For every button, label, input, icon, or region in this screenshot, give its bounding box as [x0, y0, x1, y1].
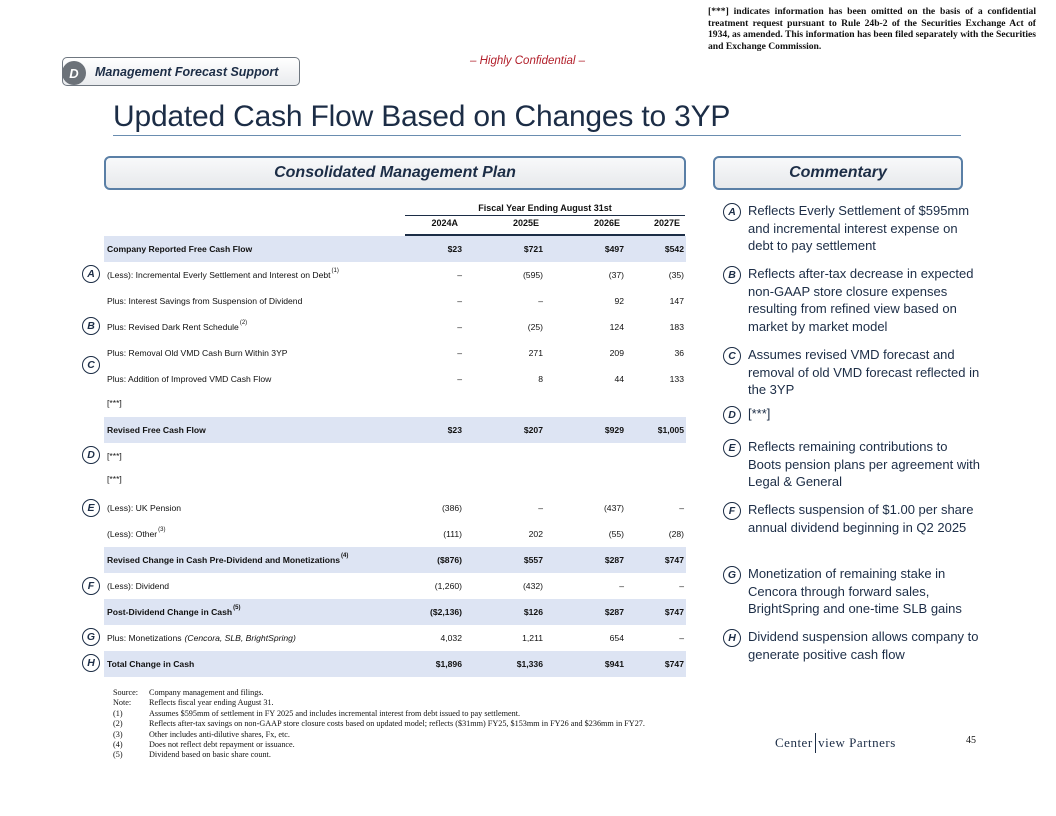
table-cell: (386) — [441, 503, 462, 513]
table-cell: $1,005 — [657, 425, 684, 435]
centerview-logo — [775, 733, 896, 753]
footnote-key: (1) — [113, 708, 123, 718]
row-label-text: Company Reported Free Cash Flow — [107, 244, 253, 254]
table-cell: $721 — [523, 244, 543, 254]
table-cell: $747 — [664, 555, 684, 565]
footnote-row — [113, 688, 645, 698]
footnote-key: (3) — [113, 729, 123, 739]
commentary-badge: G — [723, 566, 741, 584]
commentary-item: Assumes revised VMD forecast and removal of old VMD forecast reflected in the 3YP — [748, 347, 980, 397]
footnote-row — [113, 730, 645, 740]
footnote-ref: (4) — [341, 553, 349, 559]
table-cell: 44 — [614, 374, 624, 384]
table-cell: $1,896 — [435, 659, 462, 669]
table-cell: (28) — [668, 529, 684, 539]
table-row — [104, 288, 686, 314]
row-label — [107, 521, 166, 547]
table-cell: 36 — [674, 348, 684, 358]
commentary-panel-header: Commentary — [713, 156, 963, 190]
row-label-text: Plus: Monetizations — [107, 633, 182, 643]
table-cell: – — [457, 374, 462, 384]
row-label — [107, 366, 271, 392]
table-cell: (55) — [608, 529, 624, 539]
footnote-row — [113, 740, 645, 750]
row-label-text: Plus: Revised Dark Rent Schedule — [107, 322, 239, 332]
table-cell: $941 — [604, 659, 624, 669]
row-marker-badge: F — [82, 577, 100, 595]
table-cell: 654 — [609, 633, 624, 643]
footnote-row — [113, 698, 645, 708]
row-marker-badge: H — [82, 654, 100, 672]
logo-divider — [815, 733, 817, 753]
row-label-italic: (Cencora, SLB, BrightSpring) — [184, 633, 296, 643]
table-row — [104, 495, 686, 521]
table-cell: 147 — [669, 296, 684, 306]
table-cell: (595) — [522, 270, 543, 280]
table-cell: – — [457, 296, 462, 306]
footnote-text: Assumes $595mm of settlement in FY 2025 and includes incremental interest from debt issued to pay settlement. — [149, 708, 521, 718]
commentary-badge: C — [723, 347, 741, 365]
table-cell: 92 — [614, 296, 624, 306]
table-cell: – — [619, 581, 624, 591]
row-label-text: Plus: Removal Old VMD Cash Burn Within 3YP — [107, 348, 288, 358]
table-cell: $287 — [604, 555, 624, 565]
row-marker-badge: A — [82, 265, 100, 283]
table-cell: (432) — [522, 581, 543, 591]
table-cell: – — [538, 503, 543, 513]
table-cell: $126 — [523, 607, 543, 617]
row-label — [107, 314, 247, 340]
table-cell: – — [538, 296, 543, 306]
footnote-ref: (2) — [239, 320, 248, 326]
table-cell: (111) — [443, 529, 462, 539]
table-cell: 209 — [609, 348, 624, 358]
commentary-badge: D — [723, 406, 741, 424]
page-title: Updated Cash Flow Based on Changes to 3YP — [113, 100, 731, 133]
footnote-text: Other includes anti-dilutive shares, Fx, etc. — [149, 729, 290, 739]
table-cell — [620, 390, 684, 416]
footnote-text: Company management and filings. — [149, 688, 264, 697]
row-marker-badge: C — [82, 356, 100, 374]
section-tab-label: Management Forecast Support — [95, 64, 279, 79]
table-cell — [479, 466, 543, 492]
commentary-item: Reflects after-tax decrease in expected non-GAAP store closure expenses resulting from refined view based on market by market model — [748, 266, 974, 334]
footnote-key: Note: — [113, 698, 132, 708]
commentary-badge: F — [723, 502, 741, 520]
fiscal-year-header: Fiscal Year Ending August 31st — [478, 203, 612, 213]
footnote-key: (5) — [113, 750, 123, 760]
footnote-text: Dividend based on basic share count. — [149, 750, 271, 760]
row-label-text: Revised Change in Cash Pre-Dividend and Monetizations — [107, 555, 341, 565]
table-cell: (1,260) — [434, 581, 462, 591]
plan-panel-header: Consolidated Management Plan — [104, 156, 686, 190]
footnote-ref: (1) — [331, 268, 339, 274]
row-label — [107, 390, 122, 416]
table-cell: $497 — [604, 244, 624, 254]
row-label-text: [***] — [107, 398, 122, 408]
table-cell — [620, 466, 684, 492]
table-cell: – — [679, 581, 684, 591]
footnote-ref: (5) — [233, 605, 241, 611]
commentary-badge: E — [723, 439, 741, 457]
row-label-text: (Less): Incremental Everly Settlement and Interest on Debt — [107, 270, 331, 280]
table-row — [104, 625, 686, 651]
footnote-text: Does not reflect debt repayment or issuance. — [149, 740, 295, 750]
row-label — [107, 466, 122, 492]
row-label-text: [***] — [107, 451, 122, 461]
table-row — [104, 340, 686, 366]
table-cell — [398, 466, 462, 492]
commentary-item: Dividend suspension allows company to generate positive cash flow — [748, 629, 979, 662]
row-label — [107, 651, 194, 677]
row-label-text: (Less): UK Pension — [107, 503, 182, 513]
row-label — [107, 262, 339, 288]
table-cell — [560, 390, 624, 416]
table-cell — [479, 390, 543, 416]
row-marker-badge: B — [82, 317, 100, 335]
table-cell: 271 — [528, 348, 543, 358]
table-row — [104, 390, 686, 416]
confidentiality-label: – Highly Confidential – — [470, 55, 586, 67]
row-label-text: [***] — [107, 474, 122, 484]
table-cell: 124 — [609, 322, 624, 332]
commentary-item: Reflects remaining contributions to Boots pension plans per agreement with Legal & General — [748, 439, 980, 489]
table-cell: (37) — [608, 270, 624, 280]
footnote-key: (4) — [113, 740, 123, 750]
logo-text-right: view Partners — [818, 735, 896, 750]
table-row — [104, 547, 686, 573]
table-cell: $1,336 — [516, 659, 543, 669]
commentary-item: Monetization of remaining stake in Cencora through forward sales, BrightSpring and one-time SLB gains — [748, 566, 962, 616]
table-cell: $23 — [447, 425, 462, 435]
table-cell: (25) — [527, 322, 543, 332]
row-label — [107, 340, 288, 366]
logo-text-left: Center — [775, 735, 813, 750]
row-label — [107, 599, 240, 625]
table-row — [104, 314, 686, 340]
table-row — [104, 366, 686, 392]
commentary-badge: H — [723, 629, 741, 647]
table-cell: 8 — [538, 374, 543, 384]
row-label — [107, 495, 181, 521]
row-label-text: Post-Dividend Change in Cash — [107, 607, 233, 617]
section-tab — [62, 57, 300, 86]
footnote-row — [113, 750, 645, 760]
page-number: 45 — [966, 735, 976, 746]
table-cell: – — [679, 633, 684, 643]
commentary-item: Reflects suspension of $1.00 per share annual dividend beginning in Q2 2025 — [748, 502, 974, 535]
column-header: 2027E — [653, 218, 680, 228]
footnotes — [113, 688, 645, 761]
table-row — [104, 599, 686, 625]
table-row — [104, 466, 686, 492]
row-marker-badge: E — [82, 499, 100, 517]
table-cell: – — [457, 322, 462, 332]
column-header: 2025E — [512, 218, 539, 228]
table-row — [104, 236, 686, 262]
table-row — [104, 573, 686, 599]
table-cell: 1,211 — [522, 633, 543, 643]
table-row — [104, 651, 686, 677]
table-row — [104, 262, 686, 288]
commentary-item: [***] — [748, 406, 771, 421]
row-label-text: Plus: Addition of Improved VMD Cash Flow — [107, 374, 272, 384]
table-cell: 202 — [528, 529, 543, 539]
footnote-ref: (3) — [158, 527, 166, 533]
row-label — [107, 625, 296, 651]
row-label — [107, 288, 302, 314]
table-row — [104, 521, 686, 547]
footnote-key: Source: — [113, 688, 139, 697]
row-marker-badge: G — [82, 628, 100, 646]
row-label-text: Total Change in Cash — [107, 659, 195, 669]
confidential-treatment-disclaimer: [***] indicates information has been omitted on the basis of a confidential treatment request pursuant to Rule 24b-2 of the Securities Exchange Act of 1934, as amended. This information has been filed separately with the Securities and Exchange Commission. — [708, 6, 1036, 52]
row-label — [107, 547, 348, 573]
commentary-item: Reflects Everly Settlement of $595mm and incremental interest expense on debt to pay settlement — [748, 203, 970, 253]
row-label-text: (Less): Dividend — [107, 581, 170, 591]
commentary-badge: A — [723, 203, 741, 221]
table-cell: $207 — [523, 425, 543, 435]
table-cell: ($876) — [437, 555, 462, 565]
footnote-row — [113, 709, 645, 719]
table-cell: – — [457, 270, 462, 280]
table-cell: (437) — [603, 503, 624, 513]
footnote-text: Reflects after-tax savings on non-GAAP store closure costs based on updated model; reflects ($31mm) FY25, $153mm in FY26 and $236mm in FY27. — [149, 719, 645, 729]
row-label-text: Revised Free Cash Flow — [107, 425, 206, 435]
table-cell: $23 — [447, 244, 462, 254]
row-label-text: Plus: Interest Savings from Suspension of Dividend — [107, 296, 303, 306]
footnote-key: (2) — [113, 719, 123, 729]
section-letter-badge: D — [62, 61, 86, 85]
row-label — [107, 417, 206, 443]
table-cell: $287 — [604, 607, 624, 617]
table-cell: $542 — [664, 244, 684, 254]
column-header: 2024A — [431, 218, 458, 228]
row-marker-badge: D — [82, 446, 100, 464]
table-cell: (35) — [668, 270, 684, 280]
table-cell: 183 — [669, 322, 684, 332]
row-label-text: (Less): Other — [107, 529, 158, 539]
table-cell: $747 — [664, 659, 684, 669]
fiscal-year-rule — [405, 215, 685, 216]
table-cell: – — [679, 503, 684, 513]
table-cell: – — [457, 348, 462, 358]
table-row — [104, 417, 686, 443]
row-label — [107, 236, 252, 262]
table-cell: $929 — [604, 425, 624, 435]
table-cell: ($2,136) — [429, 607, 462, 617]
table-cell: $747 — [664, 607, 684, 617]
row-label — [107, 573, 169, 599]
table-cell: 133 — [669, 374, 684, 384]
commentary-badge: B — [723, 266, 741, 284]
column-headers — [405, 218, 685, 235]
footnote-text: Reflects fiscal year ending August 31. — [149, 698, 274, 708]
table-cell: $557 — [523, 555, 543, 565]
table-cell — [560, 466, 624, 492]
footnote-row — [113, 719, 645, 729]
table-cell: 4,032 — [440, 633, 462, 643]
table-cell — [398, 390, 462, 416]
title-divider — [113, 135, 961, 136]
column-header: 2026E — [593, 218, 620, 228]
